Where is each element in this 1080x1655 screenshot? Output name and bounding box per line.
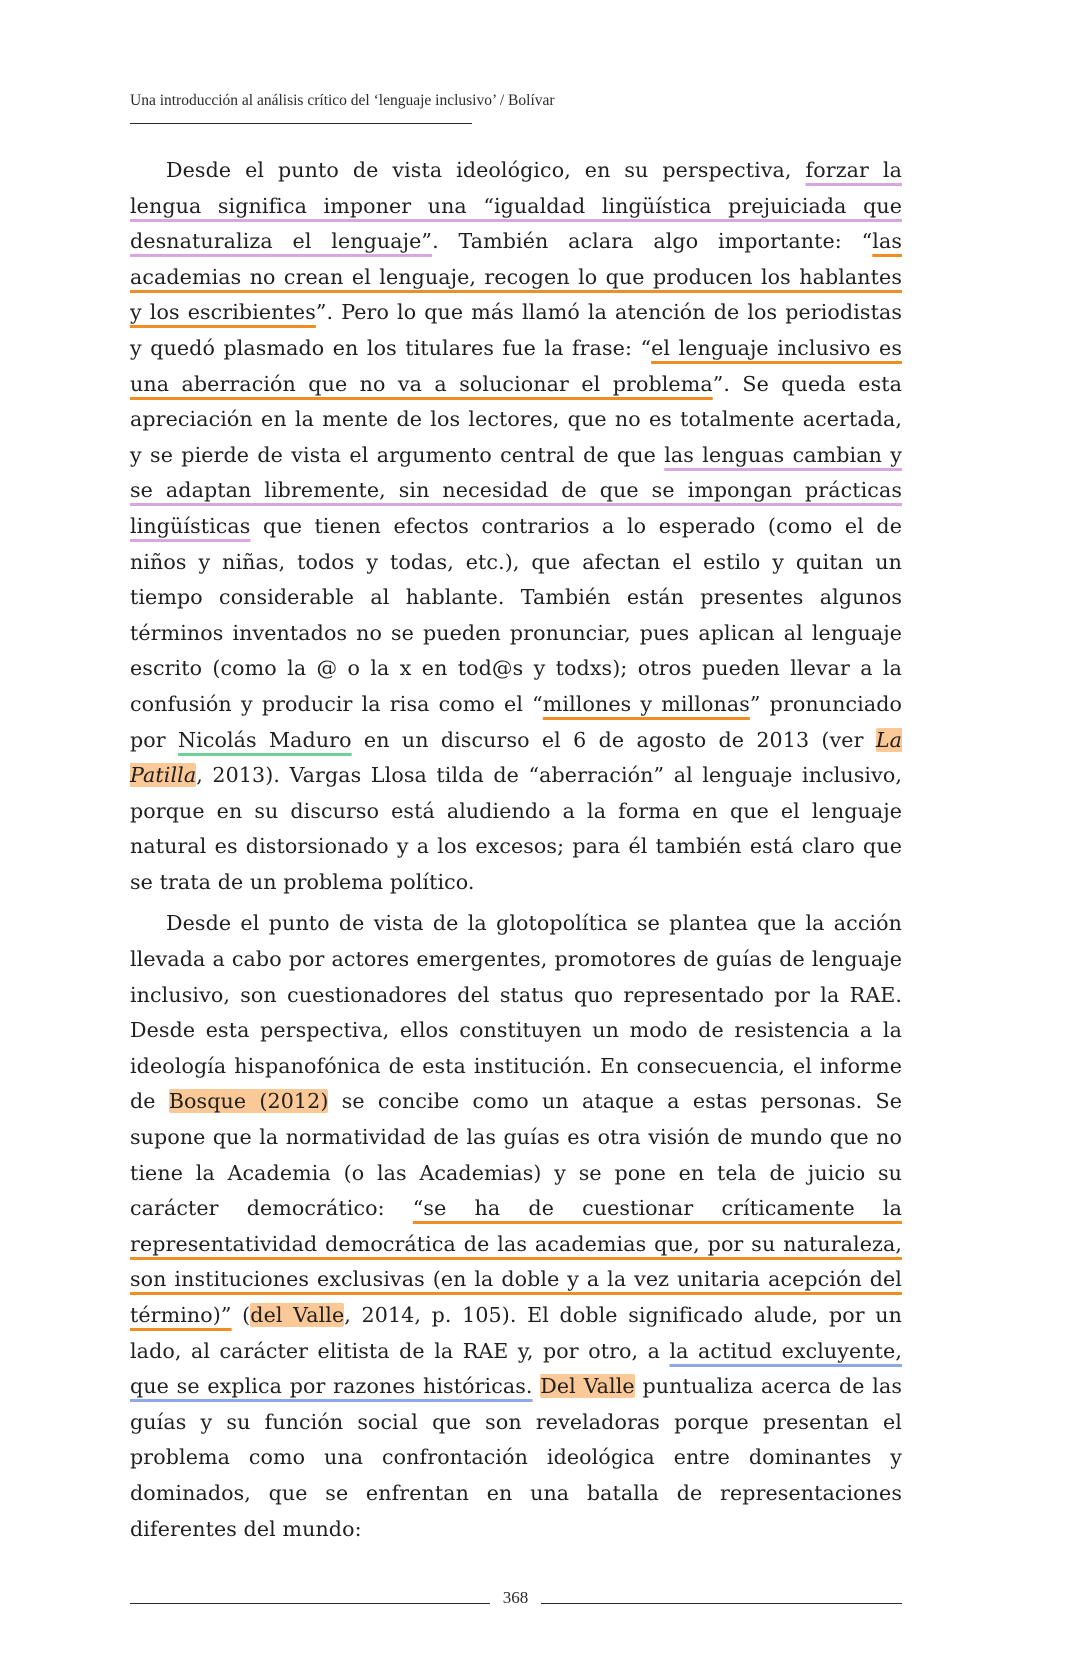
footer-rule-right (541, 1603, 902, 1604)
highlight-citation: del Valle (250, 1303, 345, 1327)
pink-underline-annotation: forzar la lengua significa imponer una “igualdad lingüística prejuiciada que desnaturaliza el lenguaje” (130, 158, 902, 254)
pink-underline-annotation: las lenguas cambian y se adaptan libremente, sin necesidad de que se impongan prácticas lingüísticas (130, 442, 902, 538)
page-number: 368 (502, 1588, 529, 1607)
text-run: Desde el punto de vista ideológico, en su perspectiva, (166, 158, 806, 182)
paragraph-1 (130, 153, 902, 900)
text-run: , 2013). Vargas Llosa tilda de “aberración” al lenguaje inclusivo, porque en su discurso está aludiendo a la forma en que el lenguaje natural es distorsionado y a los excesos; para él también está claro que se trata de un problema político. (130, 763, 902, 894)
orange-underline-annotation: millones y millonas (542, 691, 750, 716)
body-text (130, 153, 902, 1547)
highlight-citation: Bosque (2012) (168, 1089, 329, 1114)
footer-rule-left (130, 1603, 490, 1604)
running-header: Una introducción al análisis crítico del ‘lenguaje inclusivo’ / Bolívar (130, 92, 555, 109)
text-run: Desde el punto de vista de la glotopolítica se plantea que la acción llevada a cabo por actores emergentes, promotores de guías de lenguaje inclusivo, son cuestionadores del status quo representado por la RAE. Desde esta perspectiva, ellos constituyen un modo de resistencia a la ideología hispanofónica de esta institución. En consecuencia, el informe de (130, 911, 902, 1114)
header-rule (130, 123, 472, 124)
text-run: ( (231, 1303, 251, 1327)
orange-underline-annotation: “se ha de cuestionar críticamente la representatividad democrática de las academias que, por su naturaleza, son instituciones exclusivas (en la doble y a la vez unitaria acepción del término)” (130, 1196, 902, 1327)
highlight-citation: La Patilla (130, 727, 902, 788)
blue-underline-annotation: la actitud excluyente, que se explica por razones históricas. (130, 1338, 902, 1399)
green-underline-annotation: Nicolás Maduro (178, 727, 352, 752)
text-run: puntualiza acerca de las guías y su función social que son reveladoras porque presentan el problema como una confrontación ideológica entre dominantes y dominados, que se enfrentan en una batalla de representaciones diferentes del mundo: (130, 1374, 902, 1541)
text-run: , 2014, p. 105). El doble significado alude, por un lado, al carácter elitista de la RAE y, por otro, a (130, 1303, 902, 1363)
text-run: . También aclara algo importante: “ (432, 229, 873, 254)
text-run: que tienen efectos contrarios a lo esperado (como el de niños y niñas, todos y todas, etc.), que afectan el estilo y quitan un tiempo considerable al hablante. También están presentes algunos términos inventados no se pueden pronunciar, pues aplican al lenguaje escrito (como la @ o la x en tod@s y todxs); otros pueden llevar a la confusión y producir la risa como el “ (130, 513, 902, 716)
text-run: ”. Pero lo que más llamó la atención de los periodistas y quedó plasmado en los titulares fue la frase: “ (130, 300, 902, 360)
text-run: ”. Se queda esta apreciación en la mente de los lectores, que no es totalmente acertada, y se pierde de vista el argumento central de que (130, 371, 903, 467)
paragraph-2 (130, 906, 902, 1547)
text-run: se concibe como un ataque a estas personas. Se supone que la normatividad de las guías es otra visión de mundo que no tiene la Academia (o las Academias) y se pone en tela de juicio su carácter democrático: (130, 1089, 902, 1221)
orange-underline-annotation: el lenguaje inclusivo es una aberración que no va a solucionar el problema (130, 335, 902, 396)
text-run: ” pronunciado por (130, 691, 902, 752)
orange-underline-annotation: las academias no crean el lenguaje, recogen lo que producen los hablantes y los escribientes (130, 229, 902, 325)
highlight-citation: Del Valle (540, 1374, 635, 1399)
text-run: en un discurso el 6 de agosto de 2013 (ver (351, 727, 876, 752)
